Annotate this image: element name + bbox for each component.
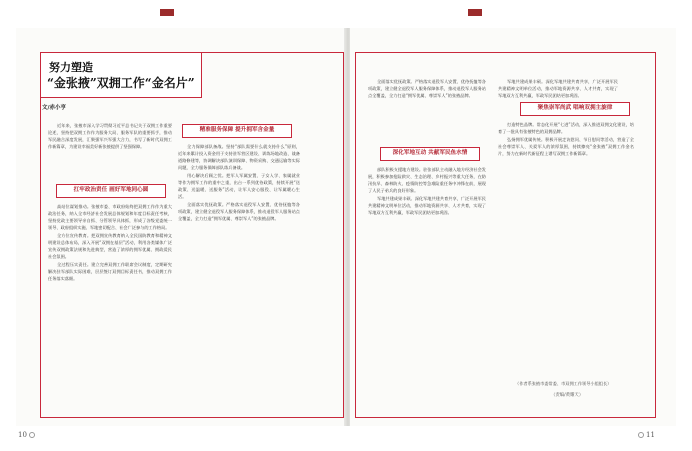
page-number-right: 11: [636, 431, 655, 439]
article-title-line1: 努力塑造: [49, 61, 93, 74]
right-column-2-top: [498, 78, 618, 100]
body-paragraph: 高站位谋划推动。张掖市委、市政府始终把双拥工作作为重大政治任务，纳入全市经济社会发展总体规划和年度目标责任考核，坚持党政主要领导亲自抓、分管领导具体抓，形成了各级党委统一领导、政府组织实施、军地密切配合、社会广泛参与的工作格局。: [48, 204, 172, 230]
header-logo-right: [468, 8, 484, 16]
article-title-box: [40, 52, 202, 98]
body-paragraph: 全面落实优抚政策。严格落实退役军人安置、优待抚恤等各项政策，建立健全退役军人服务保障体系，推动退役军人服务站点全覆盖，全力打造“拥军优属、尊崇军人”的张掖品牌。: [368, 79, 486, 98]
intro-paragraph: 近年来，张掖市深入学习贯彻习近平总书记关于双拥工作重要论述，坚持把双拥工作作为服务大局、服务军队的重要抓手，推动军民融合深度发展，汇聚强军兴军强大合力，书写了新时代双拥工作新篇章，为建设幸福美好新张掖提供了坚强保障。: [48, 123, 172, 149]
section-heading: 深化军地互动 共献军民鱼水情: [380, 147, 480, 161]
body-paragraph: 全力保障部队备战。坚持“部队需要什么就支持什么”原则，近年来累计投入资金用于支持驻军营区建设、训练场地改造、战备道路修建等，协调解决部队演训保障、物资采购、交通运输等实际问题，全力服务保障部队练兵备战。: [178, 144, 300, 170]
article-title-line2: “金张掖”双拥工作“金名片”: [47, 76, 195, 90]
body-paragraph: 全方位宣传教育。把双拥宣传教育纳入全民国防教育和精神文明建设总体布局，深入开展“双拥在基层”活动，利用各类媒体广泛宣传双拥政策法规和先进典型，营造了浓厚的拥军优属、拥政爱民社会氛围。: [48, 233, 172, 259]
left-column-2: [178, 143, 300, 223]
article-byline: 文/赤小亨: [42, 105, 67, 111]
body-paragraph: 部队积极支援地方建设。驻张部队主动融入地方经济社会发展，积极参加抢险救灾、生态治理、乡村振兴等重大任务，在防汛抗旱、森林防火、疫情防控等急难险重任务中冲锋在前，展现了人民子弟兵的良好形象。: [368, 167, 486, 193]
body-paragraph: 弘扬拥军优属传统。积极开展走访慰问、节日慰问等活动，营造了全社会尊崇军人、关爱军人的浓厚氛围，持续擦亮“金张掖”双拥工作金名片，努力在新时代新征程上谱写双拥工作新篇章。: [498, 137, 634, 156]
header-logo-left: [160, 8, 176, 16]
editor-credit: （责编/黄耀天）: [551, 393, 584, 398]
body-paragraph: 军地共建成果丰硕。深化军地共建共育共享，广泛开展军民共建精神文明单位活动，推动军地资源共享、人才共育，实现了军地双方互利共赢，军政军民团结更加巩固。: [498, 79, 618, 98]
body-paragraph: 打造特色品牌。常态化开展“七进”活动，深入推进双拥文化建设，培育了一批具有张掖特色的双拥品牌。: [498, 122, 634, 134]
section-heading: 精准服务保障 提升拥军含金量: [182, 124, 292, 138]
right-column-2-body: [498, 121, 634, 158]
body-paragraph: 全过程压实责任。建立完善双拥工作联席会议制度，定期研究解决驻军部队实际困难，层层签订双拥目标责任书，推动双拥工作任务落实落细。: [48, 262, 172, 281]
author-note: （作者系张掖市委常委、市双拥工作领导小组组长）: [515, 381, 612, 386]
section-heading: 聚焦崇军尚武 唱响双拥主旋律: [520, 102, 630, 116]
right-column-1-top: [368, 78, 486, 100]
section-heading: 扛牢政治责任 画好军地同心圆: [56, 184, 166, 198]
body-paragraph: 全面落实优抚政策。严格落实退役军人安置、优待抚恤等各项政策，建立健全退役军人服务保障体系，推动退役军人服务站点全覆盖，全力打造“拥军优属、尊崇军人”的张掖品牌。: [178, 202, 300, 221]
body-paragraph: 用心解决后顾之忧。把军人军属安置、子女入学、家属就业等作为拥军工作的重中之重，出台一系列优待政策，持续开展“送政策、送温暖、送服务”活动，让军人安心服役、让军属暖心生活。: [178, 173, 300, 199]
right-column-1-body: [368, 166, 486, 217]
page-number-left: 10: [18, 431, 37, 439]
left-column-1-body: [48, 203, 172, 283]
left-column-1: [48, 122, 172, 151]
body-paragraph: 军地共建成果丰硕。深化军地共建共育共享，广泛开展军民共建精神文明单位活动，推动军地资源共享、人才共育，实现了军地双方互利共赢，军政军民团结更加巩固。: [368, 196, 486, 215]
